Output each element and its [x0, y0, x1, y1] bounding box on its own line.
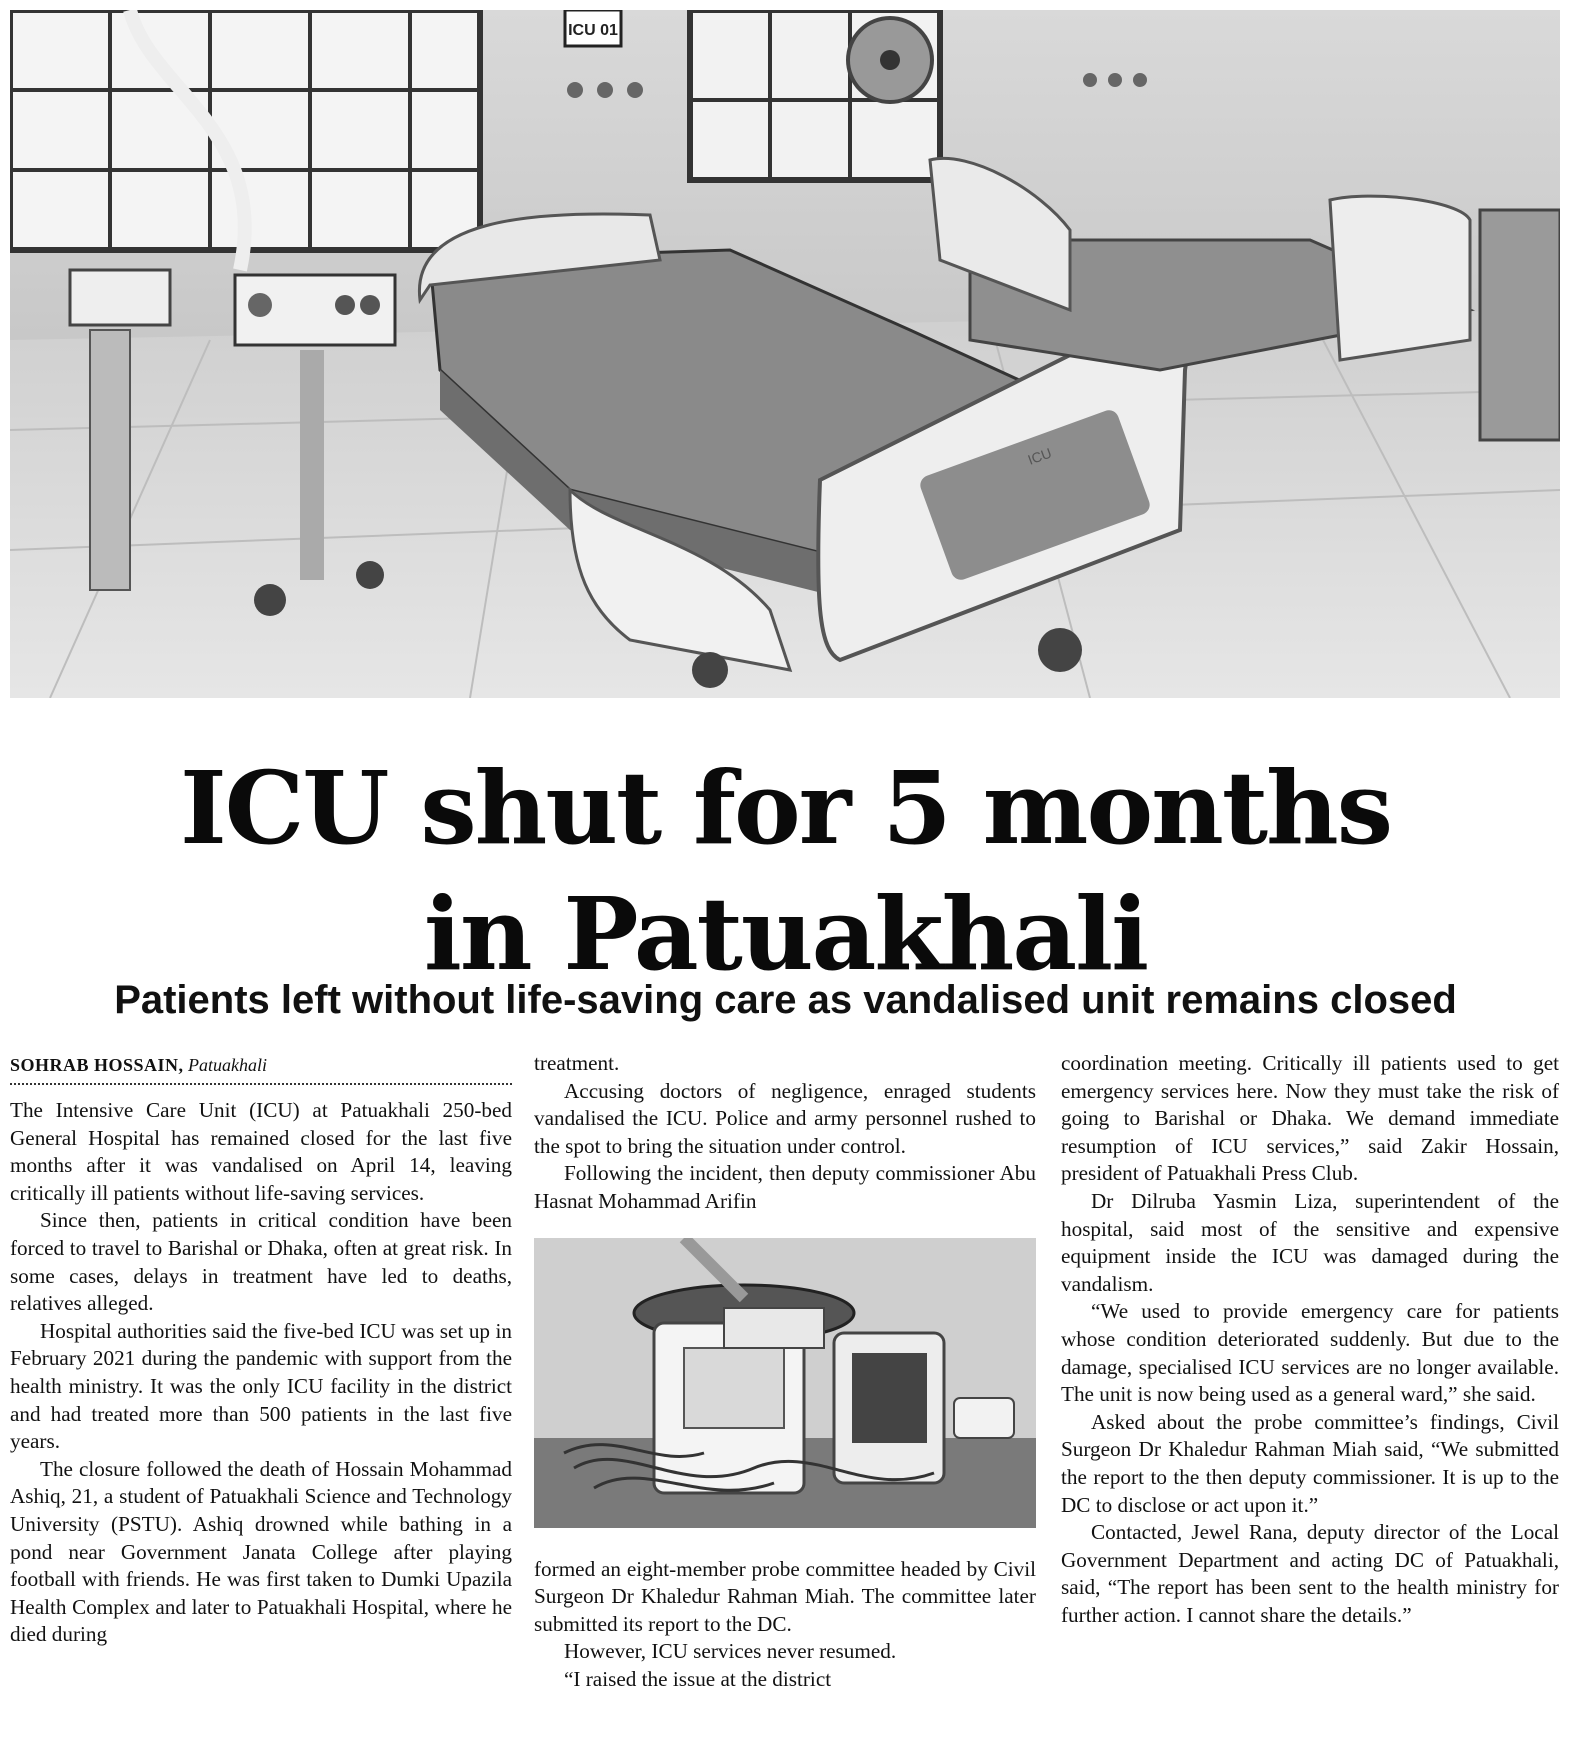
headline — [0, 745, 1571, 997]
paragraph-continuation: treatment. — [534, 1051, 620, 1075]
photo-damaged-equipment — [534, 1238, 1036, 1528]
paragraph: The Intensive Care Unit (ICU) at Patuakhali 250-bed General Hospital has remained closed for the last five months after it was vandalised on April 14, leaving critically ill patients without life-saving services. — [10, 1098, 512, 1205]
paragraph: Dr Dilruba Yasmin Liza, superintendent of the hospital, said most of the sensitive and expensive equipment inside the ICU was damaged during the vandalism. — [1061, 1188, 1559, 1296]
bed-label: ICU — [1025, 444, 1054, 468]
paragraph-continuation: formed an eight-member probe committee headed by Civil Surgeon Dr Khaledur Rahman Miah. The committee later submitted its report to the DC. — [534, 1556, 1036, 1636]
article-column-3 — [1061, 1050, 1559, 1629]
paragraph: Since then, patients in critical condition have been forced to travel to Barishal or Dhaka, often at great risk. In some cases, delays in treatment have led to deaths, relatives alleged. — [10, 1208, 512, 1316]
paragraph: Contacted, Jewel Rana, deputy director of the Local Government Department and acting DC of Patuakhali, said, “The report has been sent to the health ministry for further action. I cannot share the details.” — [1061, 1520, 1559, 1627]
paragraph: Hospital authorities said the five-bed ICU was set up in February 2021 during the pandemic with support from the health ministry. It was the only ICU facility in the district and had treated more than 500 patients in the last five years. — [10, 1318, 512, 1454]
paragraph: “I raised the issue at the district — [564, 1666, 832, 1691]
byline-location: Patuakhali — [188, 1055, 268, 1075]
byline-author: SOHRAB HOSSAIN, — [10, 1055, 184, 1075]
paragraph: However, ICU services never resumed. — [564, 1639, 897, 1664]
paragraph: “We used to provide emergency care for patients whose condition deteriorated suddenly. But due to the damage, specialised ICU services are no longer available. The unit is now being used as a general ward,” she said. — [1061, 1299, 1559, 1407]
icu-beds-illustration — [10, 10, 1560, 698]
headline-line-2: in Patuakhali — [423, 875, 1148, 993]
paragraph: The closure followed the death of Hossain Mohammad Ashiq, 21, a student of Patuakhali Science and Technology University (PSTU). Ashiq drowned while bathing in a pond near Government Janata College after playing football with friends. He was first taken to Dumki Upazila Health Complex and later to Patuakhali Hospital, where he died during — [10, 1456, 512, 1647]
wall-sign-text: ICU 01 — [568, 22, 618, 39]
headline-line-1: ICU shut for 5 months — [179, 749, 1392, 867]
paragraph-continuation: coordination meeting. Critically ill patients used to get emergency services here. Now they must take the risk of going to Barishal or Dhaka. We demand immediate resumption of ICU services,” said Zakir Hossain, president of Patuakhali Press Club. — [1061, 1051, 1559, 1186]
article-column-2 — [534, 1050, 1036, 1694]
paragraph: Asked about the probe committee’s findings, Civil Surgeon Dr Khaledur Rahman Miah said, “We submitted the report to the then deputy commissioner. It is up to the DC to disclose or act upon it.” — [1061, 1409, 1559, 1517]
article-column-1 — [10, 1050, 512, 1649]
byline — [10, 1053, 512, 1085]
subheadline: Patients left without life-saving care as vandalised unit remains closed — [114, 978, 1457, 1022]
paragraph: Accusing doctors of negligence, enraged students vandalised the ICU. Police and army personnel rushed to the spot to bring the situation under control. — [534, 1078, 1036, 1158]
photo-icu-beds — [10, 10, 1560, 698]
damaged-monitors-illustration — [534, 1238, 1036, 1528]
paragraph: Following the incident, then deputy commissioner Abu Hasnat Mohammad Arifin — [534, 1161, 1036, 1213]
